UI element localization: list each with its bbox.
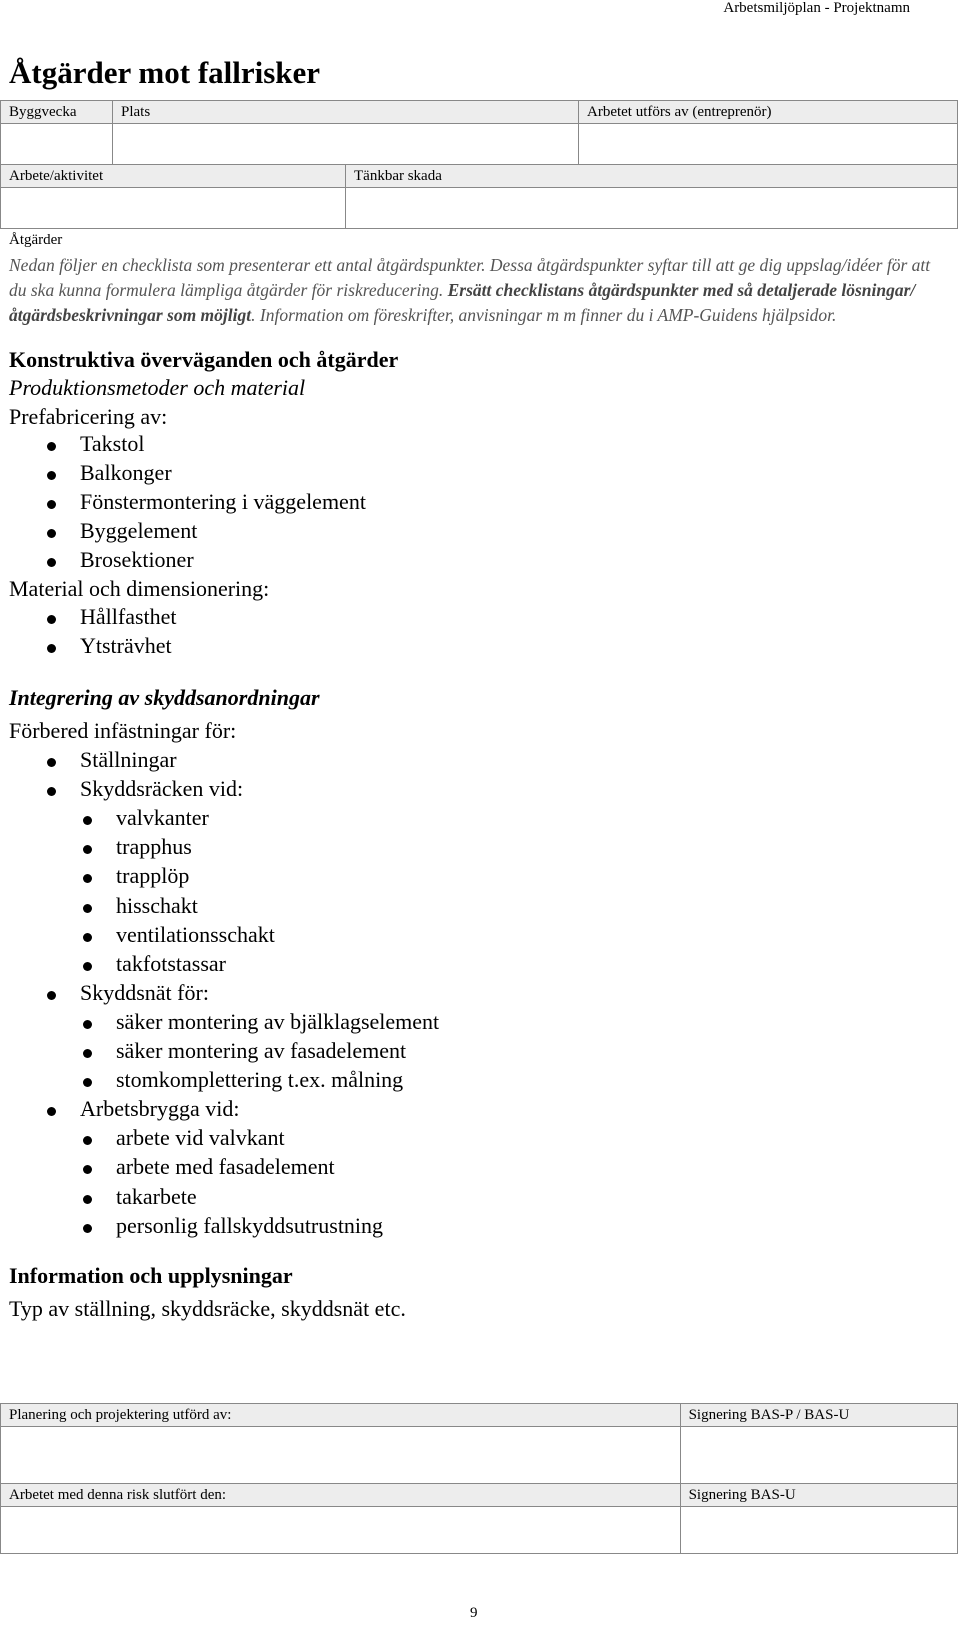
list-item: Ytsträvhet: [80, 633, 172, 658]
byggvecka-field[interactable]: [1, 124, 113, 165]
list-item: Takstol: [80, 431, 145, 456]
bullet-icon: [83, 962, 92, 971]
information-text: Typ av ställning, skyddsräcke, skyddsnät etc.: [9, 1296, 406, 1321]
slutfort-field[interactable]: [1, 1507, 681, 1554]
bullet-icon: [47, 558, 56, 567]
intro-text-2: . Information om föreskrifter, anvisningar m m finner du i AMP-Guidens hjälpsidor.: [251, 305, 837, 325]
bullet-icon: [83, 904, 92, 913]
bullet-icon: [47, 991, 56, 1000]
bullet-icon: [47, 442, 56, 451]
planering-field[interactable]: [1, 1427, 681, 1484]
top-form-table: [0, 100, 958, 229]
atgarder-intro: [9, 253, 944, 328]
konstruktiva-heading: Konstruktiva överväganden och åtgärder: [9, 347, 399, 372]
list-item: Brosektioner: [80, 547, 194, 572]
bullet-icon: [47, 1107, 56, 1116]
list-item: Skyddsräcken vid:: [80, 776, 244, 802]
integrering-heading: Integrering av skyddsanordningar: [9, 685, 320, 710]
aktivitet-field[interactable]: [1, 188, 346, 229]
utfors-av-field[interactable]: [579, 124, 958, 165]
bullet-icon: [83, 1136, 92, 1145]
planering-label: Planering och projektering utförd av:: [1, 1404, 681, 1427]
bullet-icon: [83, 1020, 92, 1029]
prefab-label: Prefabricering av:: [9, 404, 168, 429]
list-item: Ställningar: [80, 747, 177, 772]
list-item: Hållfasthet: [80, 604, 177, 629]
list-item: Fönstermontering i väggelement: [80, 489, 366, 514]
bullet-icon: [47, 500, 56, 509]
material-label: Material och dimensionering:: [9, 576, 270, 601]
document-header: Arbetsmiljöplan - Projektnamn: [723, 0, 910, 16]
list-item: säker montering av bjälklagselement: [116, 1008, 440, 1034]
list-item: personlig fallskyddsutrustning: [116, 1212, 384, 1238]
list-item: stomkomplettering t.ex. målning: [116, 1067, 404, 1093]
slutfort-label: Arbetet med denna risk slutfört den:: [1, 1484, 681, 1507]
list-item: arbete med fasadelement: [116, 1154, 335, 1180]
integrering-label: Förbered infästningar för:: [9, 718, 237, 743]
byggvecka-label: Byggvecka: [1, 101, 113, 124]
list-item: trapphus: [116, 834, 192, 860]
bullet-icon: [83, 933, 92, 942]
information-heading: Information och upplysningar: [9, 1263, 293, 1288]
bullet-icon: [83, 816, 92, 825]
tankbar-skada-field[interactable]: [346, 188, 958, 229]
signering-bas-u-field[interactable]: [680, 1507, 957, 1554]
aktivitet-label: Arbete/aktivitet: [1, 165, 346, 188]
signering-bas-p-field[interactable]: [680, 1427, 957, 1484]
list-item: valvkanter: [116, 805, 209, 831]
plats-label: Plats: [113, 101, 579, 124]
signering-bas-p-label: Signering BAS-P / BAS-U: [680, 1404, 957, 1427]
produktion-subheading: Produktionsmetoder och material: [9, 375, 306, 400]
bullet-icon: [47, 529, 56, 538]
list-item: Byggelement: [80, 518, 198, 543]
list-item: Balkonger: [80, 460, 172, 485]
signering-bas-u-label: Signering BAS-U: [680, 1484, 957, 1507]
page-number: 9: [470, 1605, 478, 1621]
bullet-icon: [83, 1049, 92, 1058]
bullet-icon: [83, 845, 92, 854]
list-item: ventilationsschakt: [116, 921, 275, 947]
bullet-icon: [47, 471, 56, 480]
intro-text-1: Nedan följer en checklista som presenterar ett antal åtgärdspunkter. Dessa åtgärdspunkter syftar till att ge dig uppslag/idéer för att du ska kunna formulera lämpliga åtgärder för riskreducering.: [9, 255, 931, 300]
bullet-icon: [83, 1224, 92, 1233]
bullet-icon: [83, 874, 92, 883]
utfors-av-label: Arbetet utförs av (entreprenör): [579, 101, 958, 124]
bullet-icon: [83, 1165, 92, 1174]
bullet-icon: [83, 1078, 92, 1087]
bullet-icon: [83, 1195, 92, 1204]
list-item: säker montering av fasadelement: [116, 1038, 407, 1063]
list-item: takfotstassar: [116, 950, 226, 976]
bottom-form-table: [0, 1403, 958, 1554]
intro-bold-text: Ersätt checklistans åtgärdspunkter med så detaljerade lösningar/åtgärdsbeskrivningar som möjligt: [9, 280, 916, 325]
atgarder-heading: Åtgärder: [9, 232, 63, 248]
list-item: Skyddsnät för:: [80, 979, 209, 1005]
list-item: trapplöp: [116, 863, 190, 889]
list-item: hisschakt: [116, 892, 198, 918]
bullet-icon: [47, 787, 56, 796]
list-item: arbete vid valvkant: [116, 1125, 285, 1151]
page-title: Åtgärder mot fallrisker: [9, 55, 321, 90]
bullet-icon: [47, 758, 56, 767]
tankbar-skada-label: Tänkbar skada: [346, 165, 958, 188]
plats-field[interactable]: [113, 124, 579, 165]
list-item: Arbetsbrygga vid:: [80, 1096, 240, 1122]
list-item: takarbete: [116, 1183, 197, 1209]
bullet-icon: [47, 644, 56, 653]
bullet-icon: [47, 615, 56, 624]
